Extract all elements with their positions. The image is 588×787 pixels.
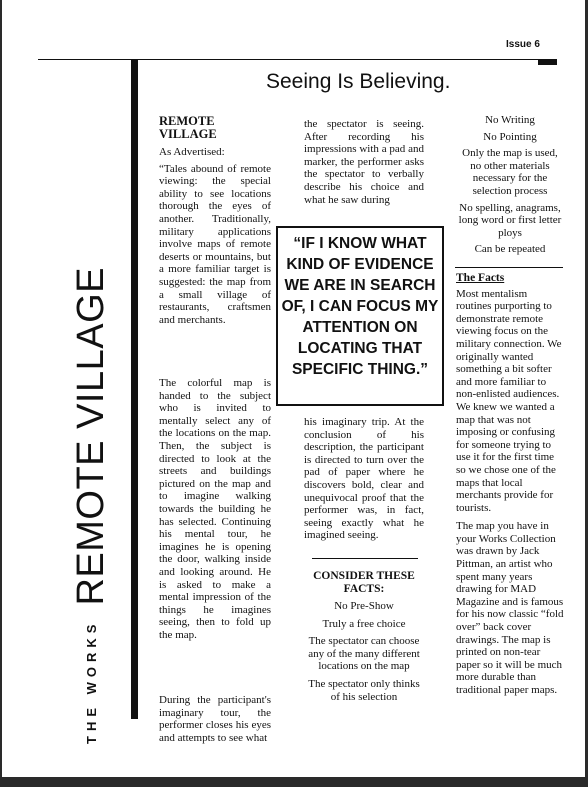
list-item: The spectator can choose any of the many different locations on the map [308,635,420,673]
side-title-name: REMOTE VILLAGE [70,267,112,606]
page-frame-bottom [0,777,588,787]
consider-facts-block [304,570,424,703]
vertical-divider-bar [131,59,138,719]
facts-heading: The Facts [456,272,505,284]
page-headline: Seeing Is Believing. [266,70,451,93]
column-3-list [456,114,564,256]
column-1 [159,115,271,326]
facts-paragraph: The map you have in your Works Collection was drawn by Jack Pittman, an artist who spent many years drawing for MAD Magazine and is famous for his now classic “fold over” back cover drawings. The map is printed on non-tear paper so it will be much more durable than traditional paper maps. [456,520,564,696]
issue-number: Issue 6 [506,39,540,50]
side-title-works: THE WORKS [84,619,99,744]
list-item: No Writing [485,114,535,126]
list-item: Can be repeated [474,243,546,256]
article-heading: REMOTE VILLAGE [159,114,217,141]
list-item: Only the map is used, no other materials necessary for the selection process [462,147,558,197]
section-divider [455,267,563,268]
facts-paragraph: Most mentalism routines purporting to demonstrate remote viewing focus on the military connection. We originally wanted something a bit softer and more familiar to non-enlisted audiences. We knew we wanted a map that was not imposing or confusing for someone trying to use it for the first time so we chose one of the maps that local merchants provide for tourists. [456,287,562,514]
list-item: The spectator only thinks of his selection [308,677,420,703]
column-1-para2: The colorful map is handed to the subject who is invited to mentally select any of the locations on the map. Then, the subject is directed to look at the streets and buildings pictured on the map and to imagine walking towards the building he has selected. Continuing his mental tour, he imagines he is opening the door, walking inside and looking around. He is asked to make a mental impression of the things he imagines seeing, then to fold up the map. [159,377,271,641]
article-paragraph: “Tales abound of remote viewing: the special ability to see locations thorough the eyes of another. Traditionally, military applications involve maps of remote deserts or mountains, but a more familiar target is suggested: the map from a small village of restaurants, craftsmen and merchants. [159,162,271,326]
pull-quote: “IF I KNOW WHAT KIND OF EVIDENCE WE ARE IN SEARCH OF, I CAN FOCUS MY ATTENTION ON LOCATING THAT SPECIFIC THING.” [276,226,444,406]
page-frame-left [0,0,2,787]
facts-divider [312,558,418,559]
header-rule-tab [538,59,557,65]
column-3-facts [456,272,564,697]
column-2-para1: the spectator is seeing. After recording his impressions with a pad and marker, the performer asks the spectator to verbally describe his choice and what he saw during [304,118,424,206]
list-item: Truly a free choice [322,617,406,630]
list-item: No spelling, anagrams, long word or first letter ploys [458,201,562,239]
header-rule [38,59,557,60]
column-1-para3: During the participant's imaginary tour, the performer closes his eyes and attempts to see what [159,694,271,744]
article-subheading: As Advertised: [159,146,225,158]
column-2-para2: his imaginary trip. At the conclusion of his description, the participant is directed to turn over the pad of paper where he discovers bold, clear and unequivocal proof that the performer was, in fact, seeing exactly what he imagined seeing. [304,416,424,542]
list-item: No Pointing [483,130,537,143]
list-item: No Pre-Show [334,600,394,612]
consider-facts-heading: CONSIDER THESE FACTS: [313,570,415,595]
vertical-side-title [70,267,113,744]
